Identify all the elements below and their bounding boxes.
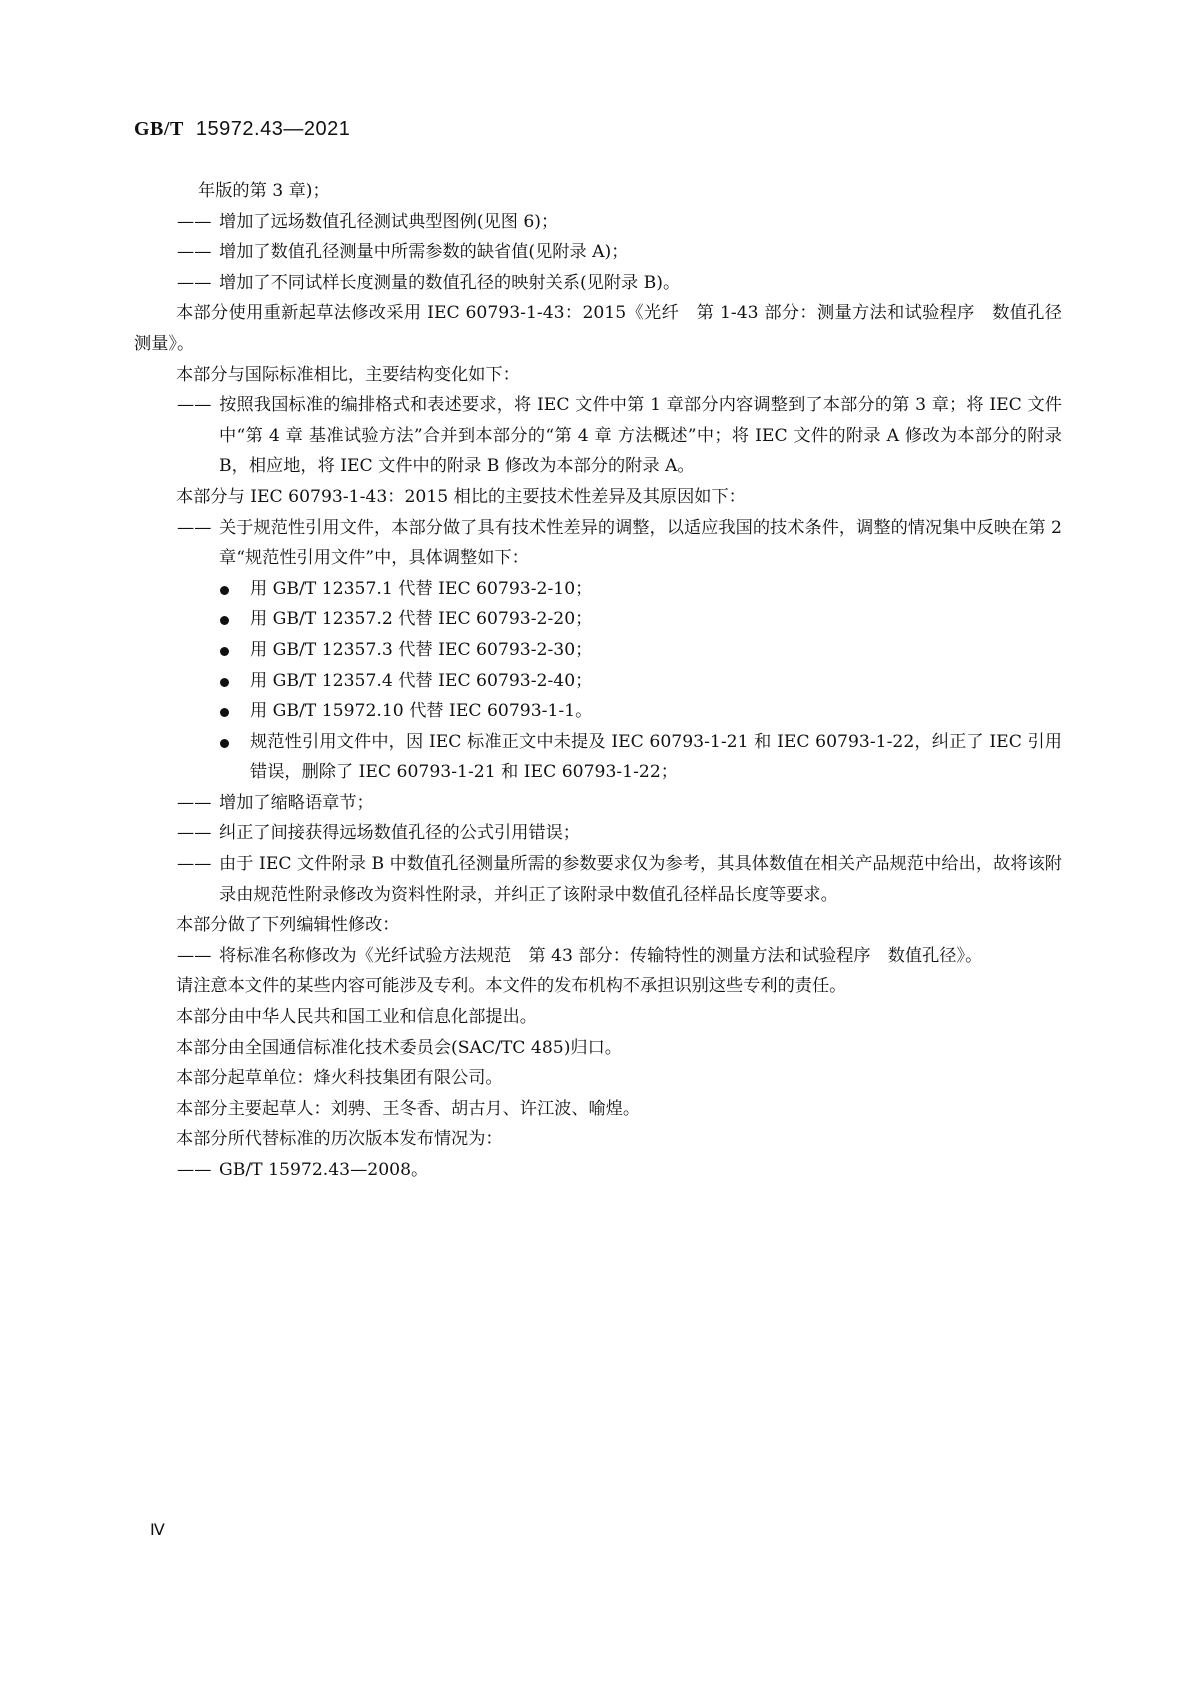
bullet-item-text: 用 GB/T 15972.10 代替 IEC 60793-1-1。 — [250, 701, 593, 722]
paragraph: 本部分与 IEC 60793-1-43：2015 相比的主要技术性差异及其原因如下： — [176, 486, 746, 507]
standard-number: 15972.43—2021 — [195, 118, 351, 140]
paragraph: 本部分所代替标准的历次版本发布情况为： — [176, 1129, 503, 1150]
paragraph: 本部分与国际标准相比，主要结构变化如下： — [176, 364, 520, 385]
document-header — [134, 118, 350, 141]
dash-mark: —— — [177, 854, 212, 875]
bullet-item-text: 用 GB/T 12357.1 代替 IEC 60793-2-10； — [250, 578, 593, 599]
bullet-item-text: 用 GB/T 12357.3 代替 IEC 60793-2-30； — [250, 639, 593, 660]
dash-item — [134, 513, 1062, 574]
dash-mark: —— — [177, 1160, 212, 1180]
dash-item-text: 关于规范性引用文件，本部分做了具有技术性差异的调整，以适应我国的技术条件，调整的情况集中反映在第 2 章“规范性引用文件”中，具体调整如下： — [219, 517, 1062, 569]
bullet-dot-icon — [220, 586, 229, 595]
dash-item-text: 增加了远场数值孔径测试典型图例(见图 6)； — [219, 211, 559, 232]
dash-item-text: 增加了不同试样长度测量的数值孔径的映射关系(见附录 B)。 — [219, 272, 681, 293]
dash-item-text: 增加了缩略语章节； — [219, 792, 374, 813]
paragraph: 本部分起草单位：烽火科技集团有限公司。 — [176, 1068, 503, 1089]
foreword-body — [134, 176, 1062, 1186]
continuation-line: 年版的第 3 章)； — [198, 181, 330, 201]
page-number: Ⅳ — [150, 1522, 165, 1539]
paragraph: 本部分使用重新起草法修改采用 IEC 60793-1-43：2015《光纤 第 1-43 部分：测量方法和试验程序 数值孔径测量》。 — [134, 303, 1062, 354]
dash-item-text: 增加了数值孔径测量中所需参数的缺省值(见附录 A)； — [219, 242, 629, 263]
paragraph: 本部分主要起草人：刘骋、王冬香、胡古月、许江波、喻煌。 — [176, 1098, 641, 1119]
dash-item-text: GB/T 15972.43—2008。 — [219, 1160, 429, 1180]
bullet-item — [134, 635, 1062, 666]
bullet-item-text: 用 GB/T 12357.2 代替 IEC 60793-2-20； — [250, 609, 593, 630]
dash-mark: —— — [177, 395, 212, 416]
dash-mark: —— — [177, 211, 212, 232]
bullet-item — [134, 696, 1062, 727]
bullet-dot-icon — [220, 739, 229, 748]
bullet-dot-icon — [220, 616, 229, 625]
bullet-dot-icon — [220, 647, 229, 656]
bullet-item-text: 规范性引用文件中，因 IEC 标准正文中未提及 IEC 60793-1-21 和 IEC 60793-1-22，纠正了 IEC 引用错误，删除了 IEC 60793-1-21 和 IEC 60793-1-22； — [250, 731, 1062, 783]
dash-item — [134, 941, 1062, 972]
bullet-dot-icon — [220, 678, 229, 687]
bullet-item — [134, 727, 1062, 788]
dash-item-text: 纠正了间接获得远场数值孔径的公式引用错误； — [219, 823, 580, 844]
dash-mark: —— — [177, 517, 212, 538]
dash-mark: —— — [177, 242, 212, 263]
dash-item-text: 由于 IEC 文件附录 B 中数值孔径测量所需的参数要求仅为参考，其具体数值在相关产品规范中给出，故将该附录由规范性附录修改为资料性附录，并纠正了该附录中数值孔径样品长度等要求。 — [219, 854, 1062, 905]
paragraph: 请注意本文件的某些内容可能涉及专利。本文件的发布机构不承担识别这些专利的责任。 — [176, 976, 847, 997]
dash-item — [134, 390, 1062, 482]
paragraph: 本部分由全国通信标准化技术委员会(SAC/TC 485)归口。 — [176, 1037, 622, 1058]
dash-item-text: 按照我国标准的编排格式和表述要求，将 IEC 文件中第 1 章部分内容调整到了本部分的第 3 章；将 IEC 文件中“第 4 章 基准试验方法”合并到本部分的“第 4 章 方法概述”中；将 IEC 文件的附录 A 修改为本部分的附录 B，相应地，将 IEC 文件中的附录 B 修改为本部分的附录 A。 — [219, 395, 1062, 477]
bullet-item-text: 用 GB/T 12357.4 代替 IEC 60793-2-40； — [250, 670, 593, 691]
bullet-item — [134, 574, 1062, 605]
dash-item-text: 将标准名称修改为《光纤试验方法规范 第 43 部分：传输特性的测量方法和试验程序 数值孔径》。 — [219, 945, 983, 966]
dash-mark: —— — [177, 945, 212, 966]
dash-item — [134, 818, 1062, 849]
dash-mark: —— — [177, 272, 212, 293]
dash-mark: —— — [177, 823, 212, 844]
dash-item — [134, 788, 1062, 819]
dash-item — [134, 849, 1062, 910]
dash-item — [134, 268, 1062, 299]
bullet-item — [134, 604, 1062, 635]
dash-item — [134, 1155, 1062, 1186]
paragraph: 本部分做了下列编辑性修改： — [176, 915, 400, 936]
dash-item — [134, 207, 1062, 238]
paragraph: 本部分由中华人民共和国工业和信息化部提出。 — [176, 1007, 537, 1028]
dash-mark: —— — [177, 792, 212, 813]
bullet-item — [134, 666, 1062, 697]
bullet-dot-icon — [220, 708, 229, 717]
dash-item — [134, 237, 1062, 268]
standard-code: GB/T — [134, 118, 184, 140]
